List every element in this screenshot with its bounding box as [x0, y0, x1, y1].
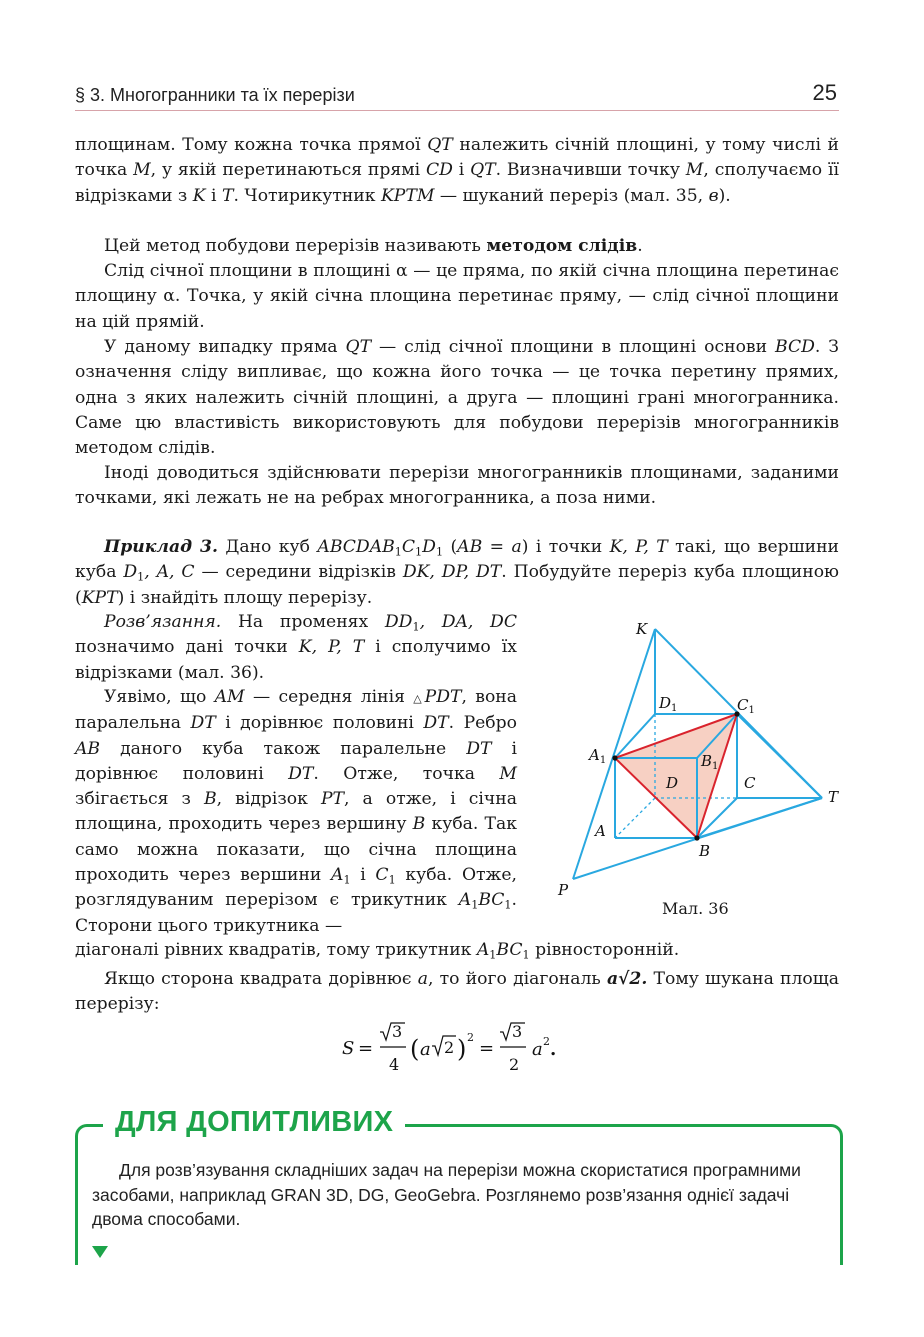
section-title: § 3. Многогранники та їх перерізи	[75, 85, 355, 105]
page-number: 25	[812, 80, 837, 105]
svg-text:=: =	[479, 1038, 495, 1059]
solution-reasoning: Уявімо, що AM — середня лінія △PDT, вона паралельна DT і дорівнює половині DT. Ребро AB даного куба також паралельне DT і дорівнює половині DT. Отже, точка M збігається з B, відрізок PT, а отже, і січна площина, проходить через вершину B куба. Так само можна показати, що січна площина проходить через вершини $A_1$ і $C_1$ куба. Отже, розглядуваним перерізом є трикутник $A_1BC_1$. Сторони цього трикутника —	[75, 687, 518, 936]
curious-box-text: Для розв’язування складніших задач на перерізи можна скористатися програмними засобами, наприклад GRAN 3D, DG, GeoGebra. Розглянемо розв’язання однієї задачі двома способами.	[92, 1160, 801, 1229]
svg-text:2: 2	[509, 1055, 520, 1074]
term-method: методом слідів	[486, 236, 638, 256]
solution-intro: Розв’язання. На променях $DD_1$, DA, DC позначимо дані точки K, P, T і сполучимо їх відрізками (мал. 36).	[75, 612, 517, 683]
svg-text:a: a	[420, 1039, 431, 1060]
figure-caption: Мал. 36	[662, 899, 729, 918]
svg-text:(: (	[410, 1035, 420, 1063]
label-D: D	[666, 774, 679, 792]
svg-text:S: S	[342, 1038, 355, 1059]
solution-label: Розв’язання.	[104, 612, 222, 632]
example-label: Приклад 3.	[104, 537, 218, 557]
solution-continuation: діагоналі рівних квадратів, тому трикутник $A_1BC_1$ рівносторонній.	[75, 940, 680, 962]
area-paragraph: Якщо сторона квадрата дорівнює a, то його діагональ a√2. Тому шукана площа перерізу:	[75, 969, 839, 1015]
svg-text:2: 2	[444, 1038, 455, 1057]
label-B: B	[699, 842, 711, 860]
svg-text:3: 3	[512, 1022, 523, 1041]
paragraph-4: У даному випадку пряма QT — слід січної площини в площині основи BCD. З означення сліду випливає, що кожна його точка — це точка перетину прямих, одна з яких належить січній площині, а друга — площині грані многогранника. Саме цю властивість використовують для побудови перерізів многогранників методом слідів.	[75, 337, 840, 459]
label-A: A	[595, 822, 606, 840]
page-header	[75, 78, 839, 111]
svg-text:.: .	[550, 1039, 557, 1060]
svg-text:2: 2	[467, 1031, 474, 1044]
cube-section-diagram	[556, 616, 846, 926]
svg-text:4: 4	[389, 1055, 400, 1074]
vertex-B-dot	[694, 835, 699, 840]
svg-text:2: 2	[543, 1035, 550, 1048]
paragraph-3: Слід січної площини в площині α — це пряма, по якій січна площина перетинає площину α. Точка, у якій січна площина перетинає пряму, — слід січної площини на цій прямій.	[75, 261, 839, 332]
area-formula	[340, 1016, 600, 1080]
paragraph-1: площинам. Тому кожна точка прямої QT належить січній площині, у тому числі й точка M, у якій перетинаються прямі CD і QT. Визначивши точку M, сполучаємо її відрізками з K і T. Чотирикутник KPTM — шуканий переріз (мал. 35, в).	[75, 135, 839, 206]
svg-text:a: a	[532, 1039, 543, 1060]
label-B1: $B_1$	[701, 752, 719, 772]
example-3: Приклад 3. Дано куб $ABCDAB_1C_1D_1$ (AB = a) і точки K, P, T такі, що вершини куба $D_1$, A, C — середини відрізків DK, DP, DT. Побудуйте переріз куба площиною (KPT) і знайдіть площу перерізу.	[75, 537, 840, 608]
paragraph-5: Іноді доводиться здійснювати перерізи многогранників площинами, заданими точками, які лежать не на ребрах многогранника, а поза ними.	[75, 463, 839, 509]
svg-text:3: 3	[392, 1022, 403, 1041]
label-C1: $C_1$	[737, 696, 755, 716]
label-P: P	[558, 881, 569, 899]
paragraph-2: Цей метод побудови перерізів називають методом слідів.	[104, 236, 643, 256]
label-C: C	[744, 774, 756, 792]
svg-text:=: =	[358, 1038, 374, 1059]
label-A1: $A_1$	[589, 746, 607, 766]
svg-text:): )	[457, 1035, 467, 1063]
triangle-down-icon	[92, 1246, 108, 1258]
curious-box-title: ДЛЯ ДОПИТЛИВИХ	[103, 1106, 405, 1139]
vertex-A1-dot	[612, 755, 617, 760]
label-D1: $D_1$	[659, 694, 678, 714]
label-T: T	[828, 788, 839, 806]
label-K: K	[636, 620, 648, 638]
